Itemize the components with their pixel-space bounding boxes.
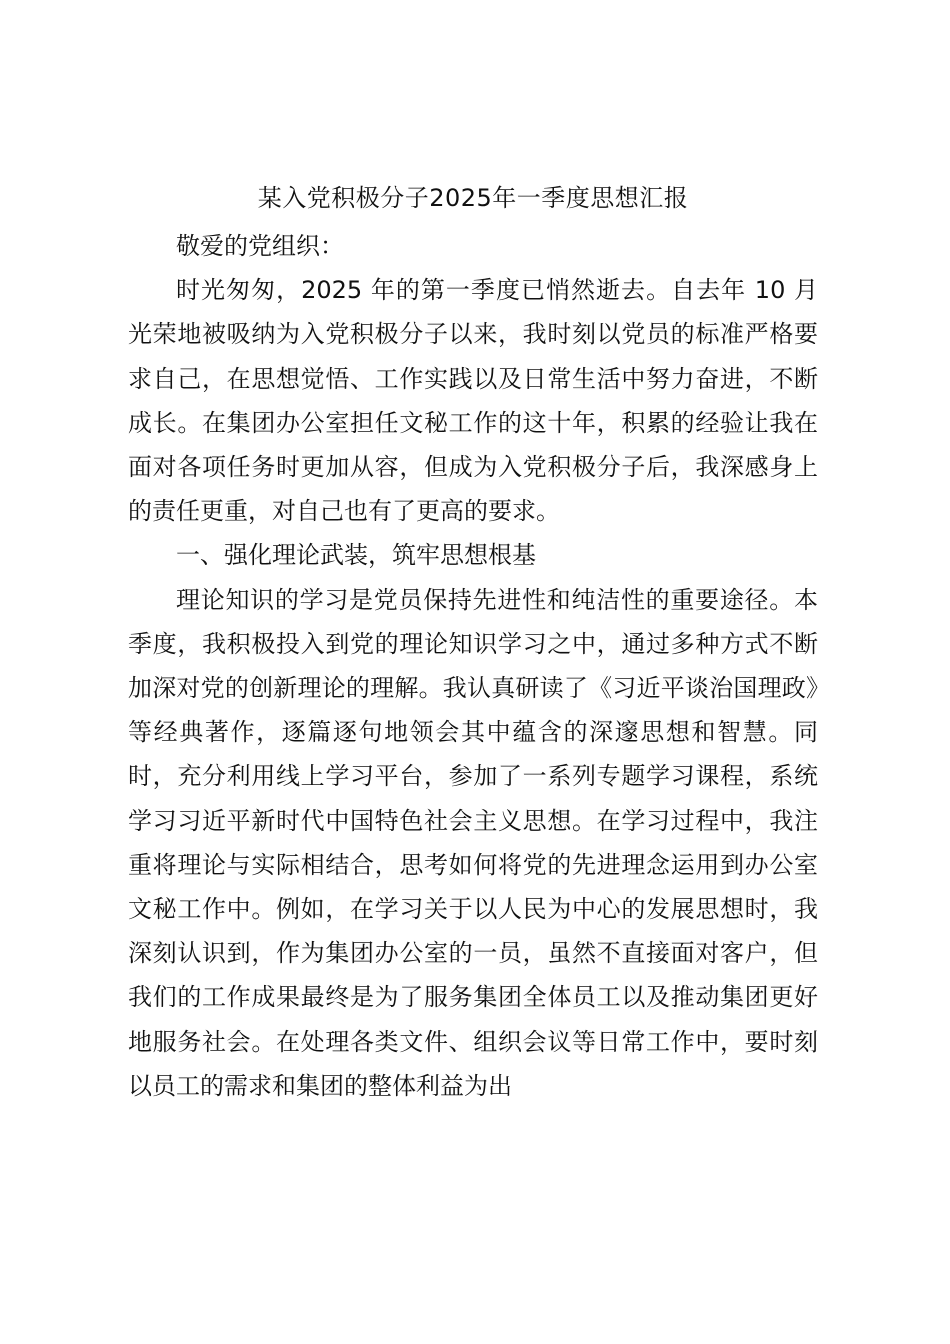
paragraph-intro: 时光匆匆，2025 年的第一季度已悄然逝去。自去年 10 月光荣地被吸纳为入党积极分子以来，我时刻以党员的标准严格要求自己，在思想觉悟、工作实践以及日常生活中努力奋进，不断成长。在集团办公室担任文秘工作的这十年，积累的经验让我在面对各项任务时更加从容，但成为入党积极分子后，我深感身上的责任更重，对自己也有了更高的要求。	[128, 276, 818, 526]
document-body	[128, 224, 818, 1108]
section-heading-1: 一、强化理论武装，筑牢思想根基	[176, 541, 536, 570]
paragraph-theory-study: 理论知识的学习是党员保持先进性和纯洁性的重要途径。本季度，我积极投入到党的理论知识学习之中，通过多种方式不断加深对党的创新理论的理解。我认真研读了《习近平谈治国理政》等经典著作，逐篇逐句地领会其中蕴含的深邃思想和智慧。同时，充分利用线上学习平台，参加了一系列专题学习课程，系统学习习近平新时代中国特色社会主义思想。在学习过程中，我注重将理论与实际相结合，思考如何将党的先进理念运用到办公室文秘工作中。例如，在学习关于以人民为中心的发展思想时，我深刻认识到，作为集团办公室的一员，虽然不直接面对客户，但我们的工作成果最终是为了服务集团全体员工以及推动集团更好地服务社会。在处理各类文件、组织会议等日常工作中，要时刻以员工的需求和集团的整体利益为出	[128, 585, 818, 1100]
document-title: 某入党积极分子2025年一季度思想汇报	[257, 184, 689, 212]
salutation: 敬爱的党组织：	[176, 232, 344, 260]
document-page	[128, 0, 818, 1344]
